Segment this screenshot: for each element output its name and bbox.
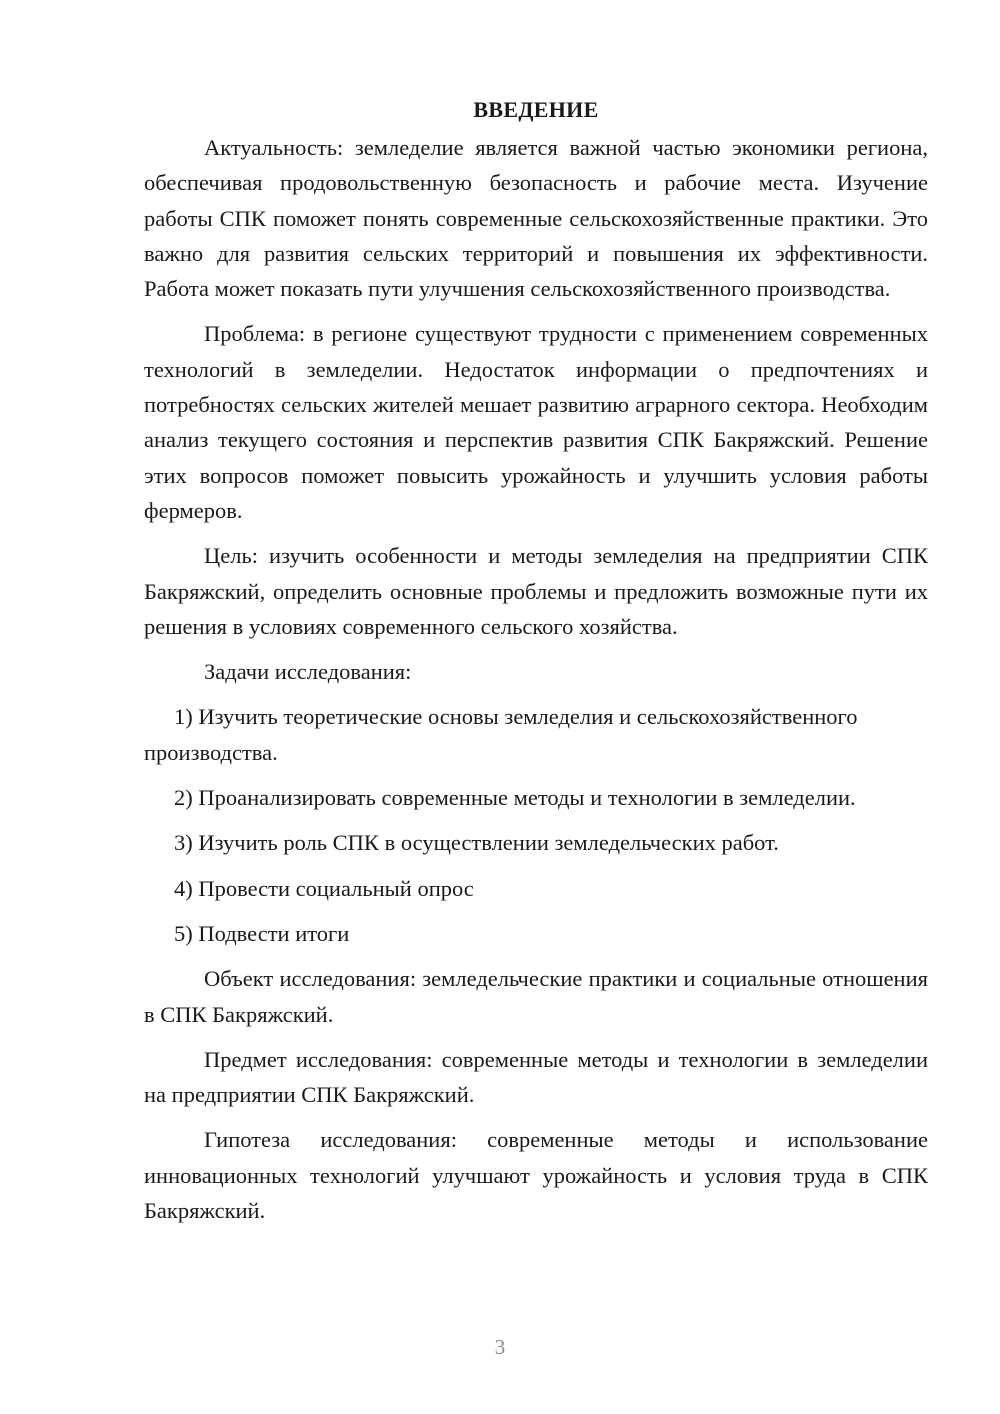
- goal-paragraph: Цель: изучить особенности и методы земледелия на предприятии СПК Бакряжский, определить основные проблемы и предложить возможные пути их решения в условиях современного сельского хозяйства.: [144, 543, 928, 639]
- page-title: ВВЕДЕНИЕ: [473, 97, 599, 122]
- object-paragraph: Объект исследования: земледельческие практики и социальные отношения в СПК Бакряжский.: [144, 966, 928, 1027]
- task-item: 3) Изучить роль СПК в осуществлении земледельческих работ.: [174, 830, 779, 856]
- hypothesis-paragraph: Гипотеза исследования: современные методы и использование инновационных технологий улучшают урожайность и условия труда в СПК Бакряжский.: [144, 1127, 928, 1224]
- document-page: [144, 94, 928, 1238]
- task-item: 4) Провести социальный опрос: [174, 875, 474, 901]
- tasks-heading: Задачи исследования:: [204, 659, 412, 685]
- problem-paragraph: Проблема: в регионе существуют трудности с применением современных технологий в земледелии. Недостаток информации о предпочтениях и потребностях сельских жителей мешает развитию аграрного сектора. Необходим анализ текущего состояния и перспектив развития СПК Бакряжский. Решение этих вопросов поможет повысить урожайность и улучшить условия работы фермеров.: [144, 321, 928, 523]
- page-number: 3: [494, 1335, 506, 1359]
- task-item: 5) Подвести итоги: [174, 920, 350, 946]
- task-item: 2) Проанализировать современные методы и технологии в земледелии.: [174, 785, 856, 811]
- relevance-paragraph: Актуальность: земледелие является важной частью экономики региона, обеспечивая продовольственную безопасность и рабочие места. Изучение работы СПК поможет понять современные сельскохозяйственные практики. Это важно для развития сельских территорий и повышения их эффективности. Работа может показать пути улучшения сельскохозяйственного производства.: [144, 135, 928, 302]
- tasks-list: [144, 699, 928, 951]
- task-item: 1) Изучить теоретические основы земледелия и сельскохозяйственного производства.: [144, 704, 858, 765]
- subject-paragraph: Предмет исследования: современные методы и технологии в земледелии на предприятии СПК Бакряжский.: [144, 1046, 928, 1108]
